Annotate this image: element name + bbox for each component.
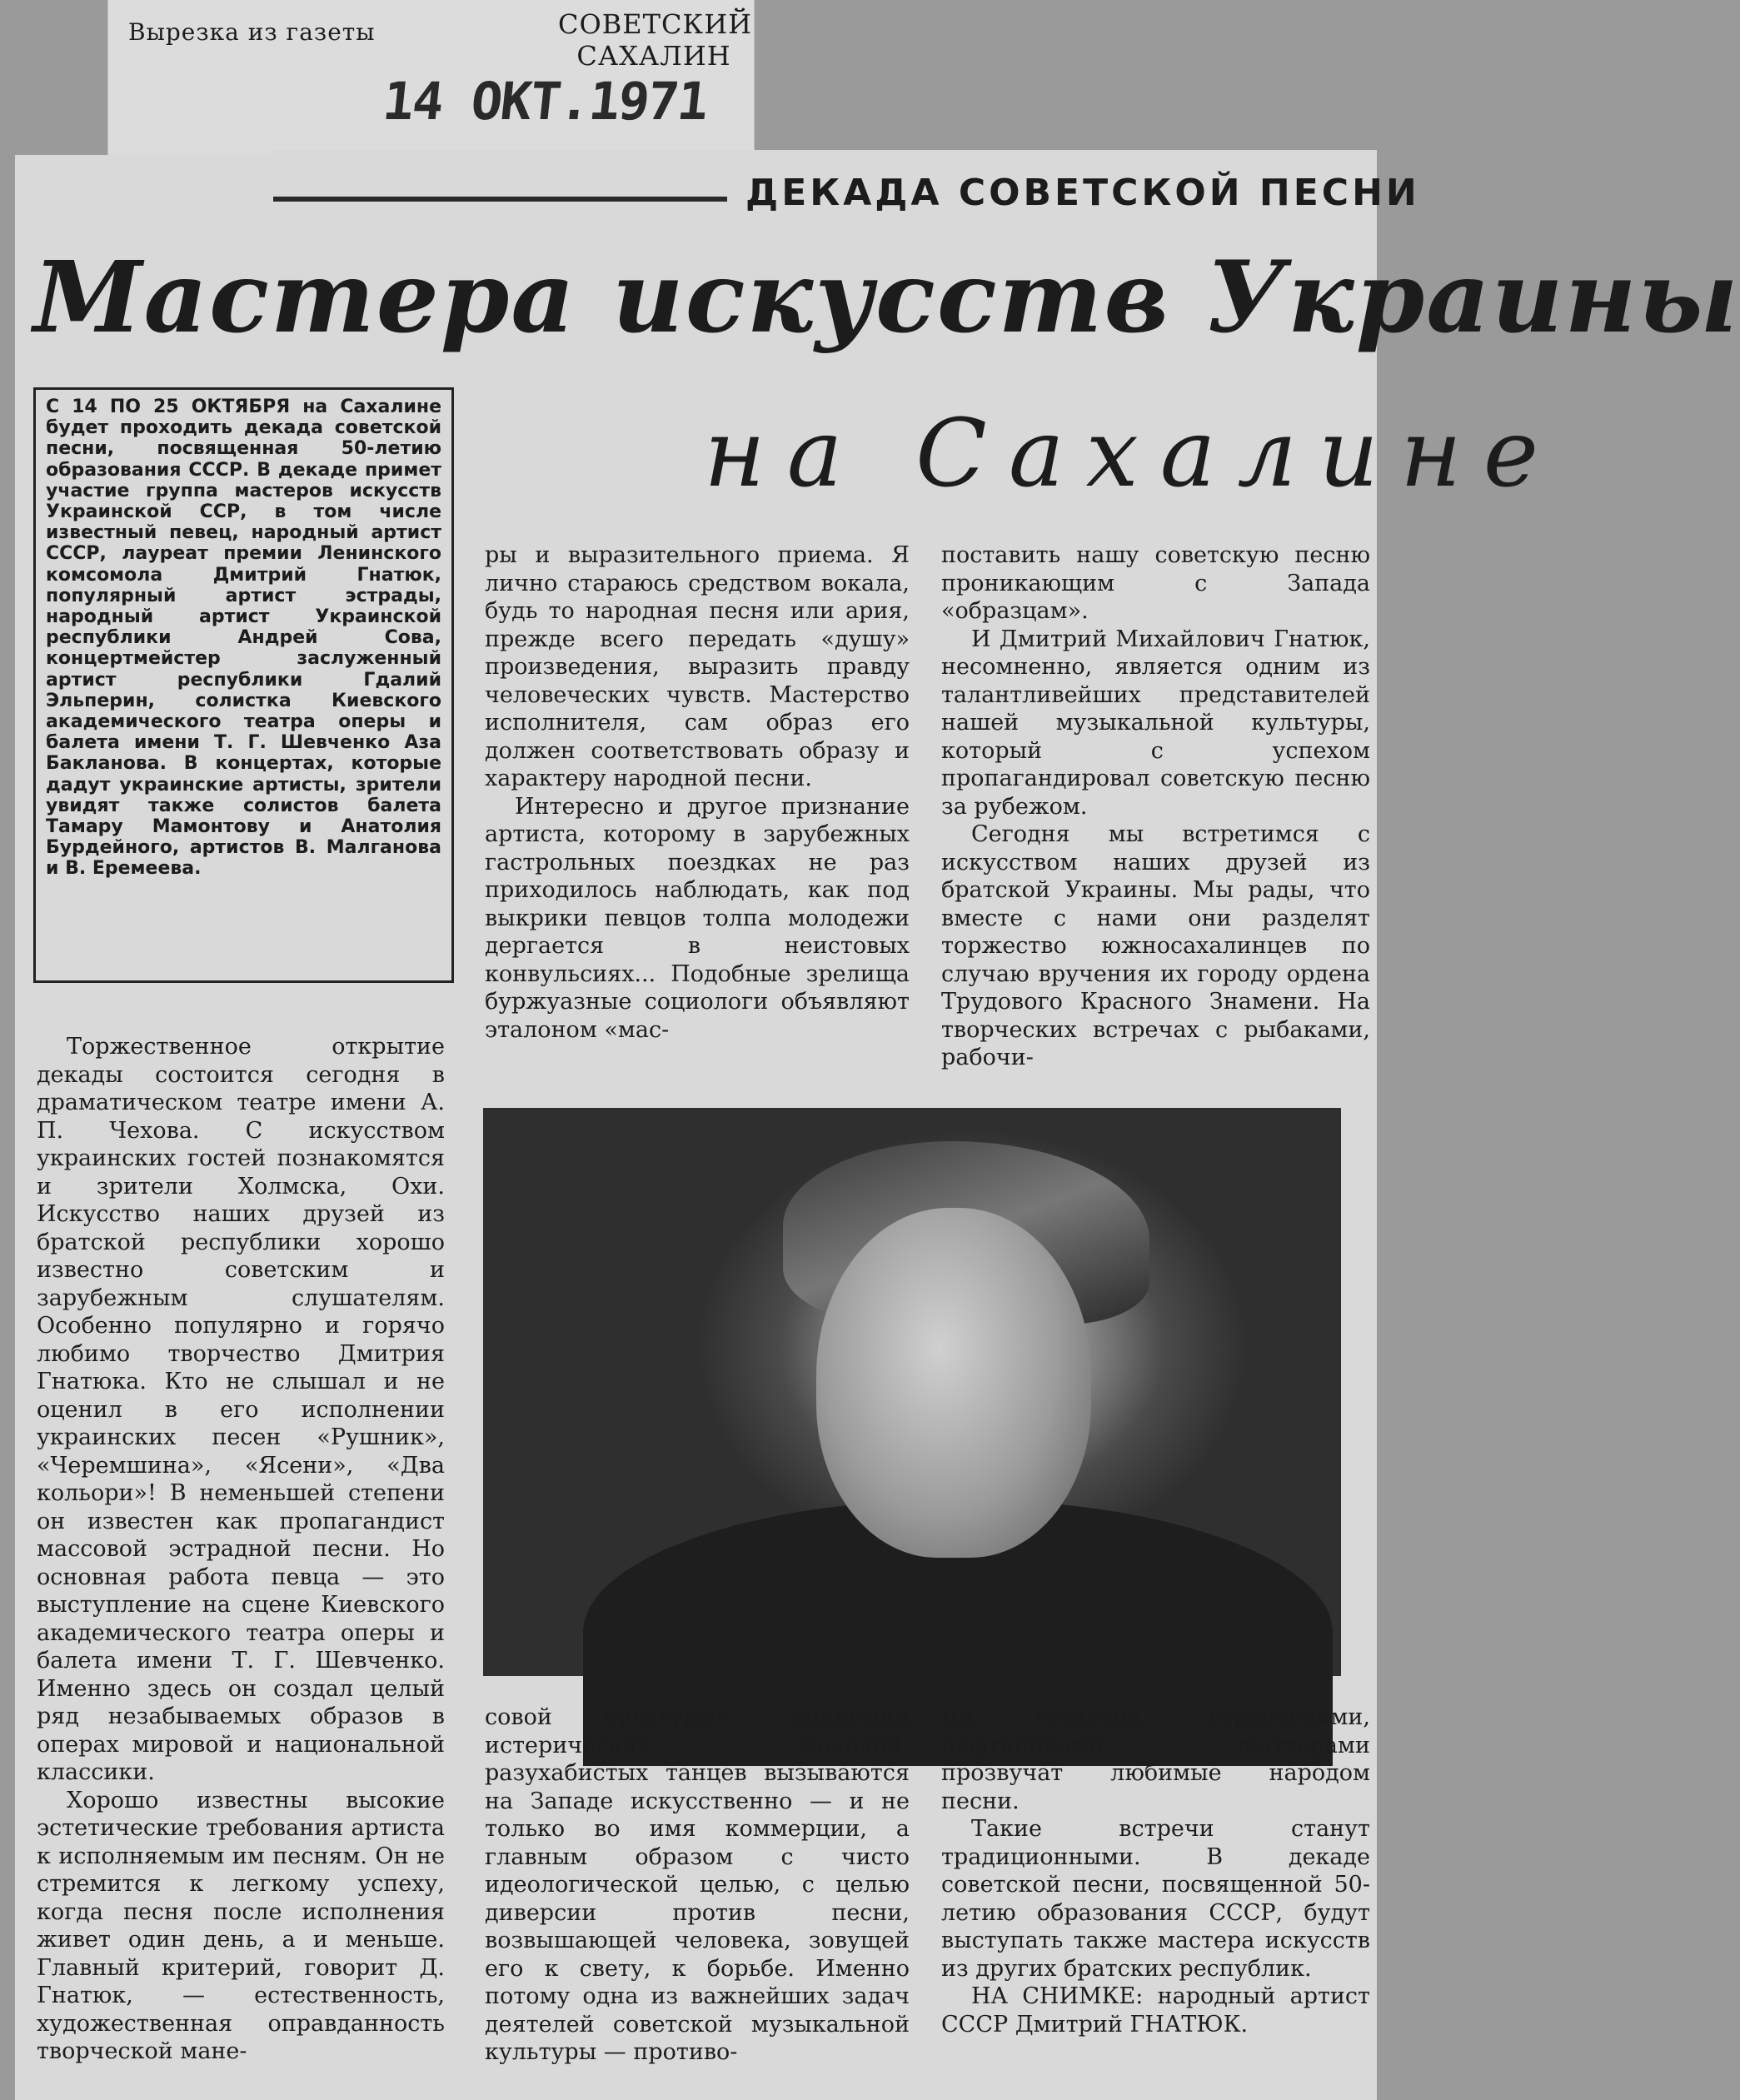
- article-column-1: [37, 1033, 445, 2066]
- clipping-label: Вырезка из газеты: [128, 18, 376, 46]
- paragraph: ры и выразительного приема. Я лично стараюсь средством вокала, будь то народная песня или ария, прежде всего передать «душу» произведения, выразить правду человеческих чувств. Мастерство исполнителя, сам образ его должен соответствовать образу и характеру народной песни.: [485, 542, 910, 791]
- paragraph: И Дмитрий Михайлович Гнатюк, несомненно, является одним из талантливейших представителей нашей музыкальной культуры, который с успехом пропагандировал советскую песню за рубежом.: [941, 626, 1370, 820]
- newspaper-name: [558, 8, 750, 72]
- article-column-3: [941, 541, 1370, 1072]
- paragraph: Такие встречи станут традиционными. В декаде советской песни, посвященной 50-летию образования СССР, будут выступать также мастера искусств из других братских республик.: [941, 1816, 1370, 1982]
- headline-line1: Мастера искусств Украины: [33, 239, 1740, 355]
- date-stamp: 14 ОКТ.1971: [380, 71, 710, 132]
- rubric-rule: [273, 197, 727, 202]
- article-column-3-continued: [941, 1703, 1370, 2038]
- rubric: ДЕКАДА СОВЕТСКОЙ ПЕСНИ: [745, 172, 1420, 214]
- article-column-2: [485, 541, 910, 1044]
- portrait-photo: [483, 1108, 1341, 1676]
- paragraph: Хорошо известны высокие эстетические требования артиста к исполняемым им песням. Он не стремится к легкому успеху, когда песня после исполнения живет один день, а и меньше. Главный критерий, говорит Д. Гнатюк, — естественность, художественная оправданность творческой мане-: [37, 1787, 445, 2064]
- newspaper-name-line1: СОВЕТСКИЙ: [558, 8, 752, 40]
- paragraph: Интересно и другое признание артиста, которому в зарубежных гастрольных поездках не раз приходилось наблюдать, как под выкрики певцов толпа молодежи дергается в неистовых конвульсиях... Подобные зрелища буржуазные социологи объявляют эталоном «мас-: [485, 793, 910, 1043]
- paragraph: ми совхозов, строителями, нефтяниками, шахтерами прозвучат любимые народом песни.: [941, 1704, 1370, 1814]
- photo-caption: НА СНИМКЕ: народный артист СССР Дмитрий ГНАТЮК.: [941, 1983, 1370, 2038]
- paragraph: Сегодня мы встретимся с искусством наших друзей из братской Украины. Мы рады, что вместе с нами они разделят торжество южносахалинцев по случаю вручения их городу ордена Трудового Красного Знамени. На творческих встречах с рыбаками, рабочи-: [941, 821, 1370, 1070]
- paragraph: поставить нашу советскую песню проникающим с Запада «образцам».: [941, 542, 1370, 624]
- paragraph: Торжественное открытие декады состоится сегодня в драматическом театре имени А. П. Чехова. С искусством украинских гостей познакомятся и зрители Холмска, Охи. Искусство наших друзей из братской республики хорошо известно советским и зарубежным слушателям. Особенно популярно и горячо любимо творчество Дмитрия Гнатюка. Кто не слышал и не оценил в его исполнении украинских песен «Рушник», «Черемшина», «Ясени», «Два кольори»! В неменьшей степени он известен как пропагандист массовой эстрадной песни. Но основная работа певца — это выступление на сцене Киевского академического театра оперы и балета имени Т. Г. Шевченко. Именно здесь он создал целый ряд незабываемых образов в операх мировой и национальной классики.: [37, 1034, 445, 1785]
- lead-box: С 14 ПО 25 ОКТЯБРЯ на Сахалине будет проходить декада советской песни, посвященная 50-летию образования СССР. В декаде примет участие группа мастеров искусств Украинской ССР, в том числе известный певец, народный артист СССР, лауреат премии Ленинского комсомола Дмитрий Гнатюк, популярный артист эстрады, народный артист Украинской республики Андрей Сова, концертмейстер заслуженный артист республики Гдалий Эльперин, солистка Киевского академического театра оперы и балета имени Т. Г. Шевченко Аза Бакланова. В концертах, которые дадут украинские артисты, зрители увидят также солистов балета Тамару Мамонтову и Анатолия Бурдейного, артистов В. Малганова и В. Еремеева.: [33, 387, 454, 983]
- article-column-2-continued: [485, 1703, 910, 2067]
- headline-line2: на Сахалине: [704, 400, 1561, 508]
- paragraph: совой культуры». Эпидемии истерических мелодий, разухабистых танцев вызываются на Западе искусственно — и не только во имя коммерции, а главным образом с чисто идеологической целью, с целью диверсии против песни, возвышающей человека, зовущей его к свету, к борьбе. Именно потому одна из важнейших задач деятелей советской музыкальной культуры — противо-: [485, 1704, 910, 2065]
- newspaper-name-line2: САХАЛИН: [576, 40, 731, 72]
- photo-face: [816, 1208, 1091, 1558]
